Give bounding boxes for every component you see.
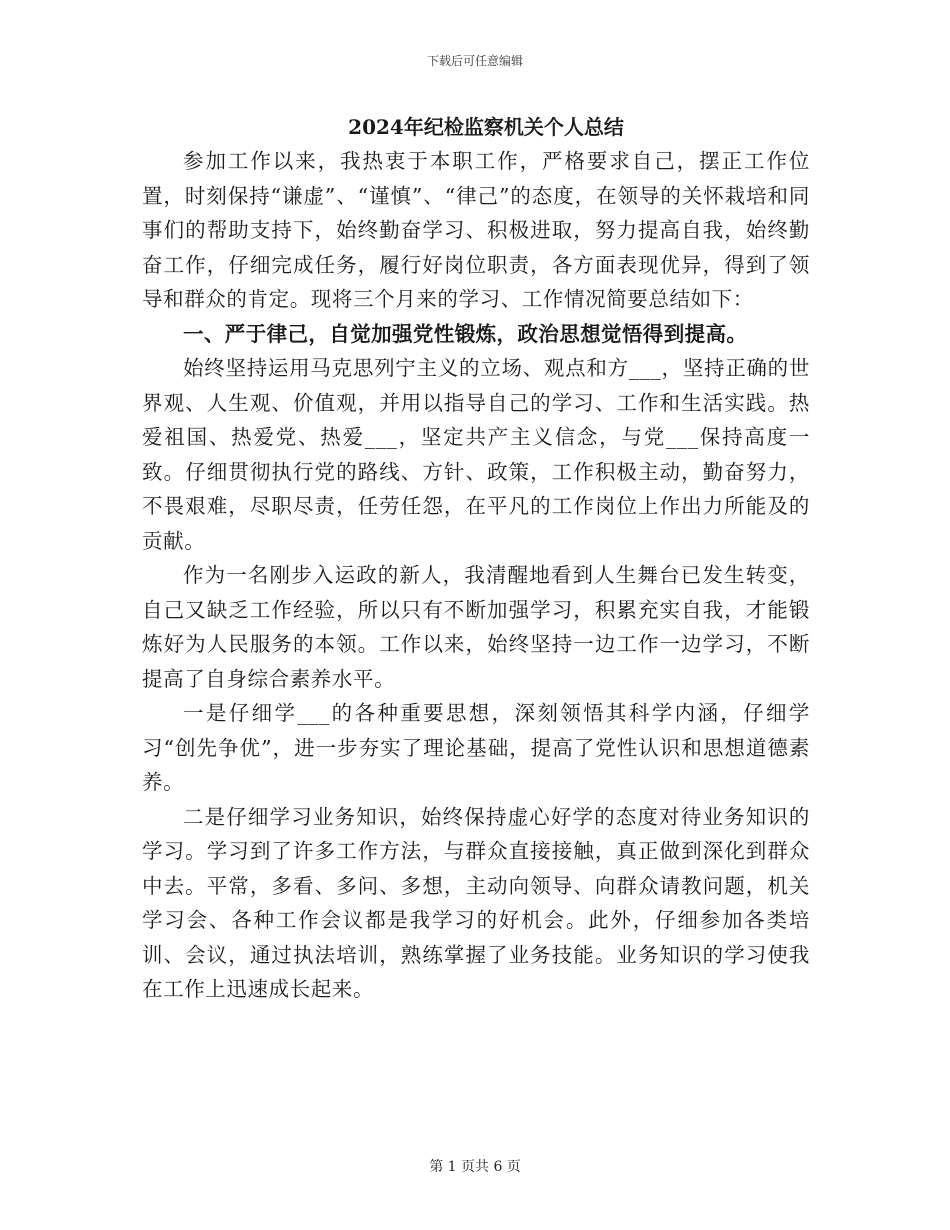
section-heading-1: 一、严于律己，自觉加强党性锻炼，政治思想觉悟得到提高。 bbox=[183, 321, 748, 346]
paragraph-intro: 参加工作以来，我热衷于本职工作，严格要求自己，摆正工作位置，时刻保持“谦虚”、“谨慎”、“律己”的态度，在领导的关怀栽培和同事们的帮助支持下，始终勤奋学习、积极进取，努力提高自我，始终勤奋工作，仔细完成任务，履行好岗位职责，各方面表现优异，得到了领导和群众的肯定。现将三个月来的学习、工作情况简要总结如下： bbox=[142, 149, 810, 311]
document-title: 2024年纪检监察机关个人总结 bbox=[348, 115, 624, 139]
paragraph-political-stance: 始终坚持运用马克思列宁主义的立场、观点和方___，坚持正确的世界观、人生观、价值观，并用以指导自己的学习、工作和生活实践。热爱祖国、热爱党、热爱___，坚定共产主义信念，与党___保持高度一致。仔细贯彻执行党的路线、方针、政策，工作积极主动，勤奋努力，不畏艰难，尽职尽责，任劳任怨，在平凡的工作岗位上作出力所能及的贡献。 bbox=[142, 356, 810, 553]
header-note: 下载后可任意编辑 bbox=[426, 54, 523, 68]
paragraph-point-one: 一是仔细学___的各种重要思想，深刻领悟其科学内涵，仔细学习“创先争优”，进一步夯实了理论基础，提高了党性认识和思想道德素养。 bbox=[142, 701, 810, 794]
page-number: 第 1 页共 6 页 bbox=[429, 1159, 521, 1175]
paragraph-newcomer-learning: 作为一名刚步入运政的新人，我清醒地看到人生舞台已发生转变，自己又缺乏工作经验，所以只有不断加强学习，积累充实自我，才能锻炼好为人民服务的本领。工作以来，始终坚持一边工作一边学习，不断提高了自身综合素养水平。 bbox=[142, 563, 810, 691]
document-body bbox=[142, 110, 810, 1007]
paragraph-point-two: 二是仔细学习业务知识，始终保持虚心好学的态度对待业务知识的学习。学习到了许多工作方法，与群众直接接触，真正做到深化到群众中去。平常，多看、多问、多想，主动向领导、向群众请教问题，机关学习会、各种工作会议都是我学习的好机会。此外，仔细参加各类培训、会议，通过执法培训，熟练掌握了业务技能。业务知识的学习使我在工作上迅速成长起来。 bbox=[142, 804, 810, 1001]
